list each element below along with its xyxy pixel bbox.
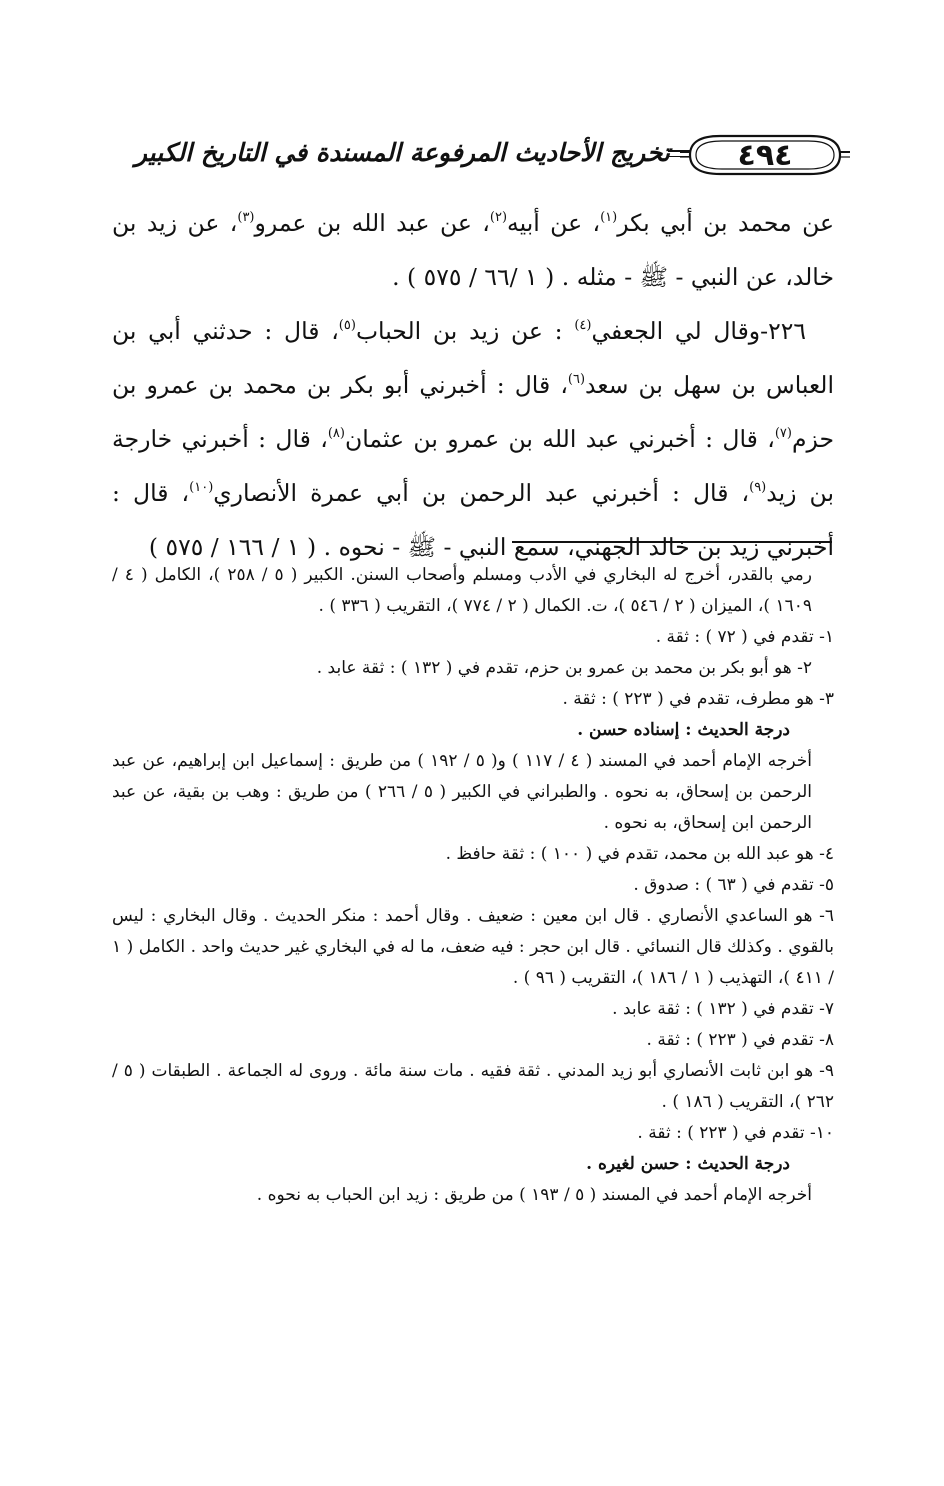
- footnote-ref-9: (٩): [749, 480, 767, 495]
- hadith-grade-1: درجة الحديث : إسناده حسن .: [577, 720, 790, 740]
- footnote-8: ٨- تقدم في ( ٢٢٣ ) : ثقة .: [646, 1030, 834, 1050]
- hadith-grade-2: درجة الحديث : حسن لغيره .: [586, 1154, 790, 1174]
- takhrij-2: أخرجه الإمام أحمد في المسند ( ٥ / ١٩٣ ) من طريق : زيد ابن الحباب به نحوه .: [256, 1185, 812, 1205]
- footnote-6: ٦- هو الساعدي الأنصاري . قال ابن معين : ضعيف . وقال أحمد : منكر الحديث . وقال البخاري : ليس بالقوي . وكذلك قال النسائي . قال ابن حجر : فيه ضعف، ما له في البخاري غير حديث واحد . الكامل ( ١ / ٤١١ )، التهذيب ( ١ / ١٨٦ )، التقريب ( ٩٦ ) .: [112, 906, 834, 988]
- text-span: ، قال : أخبرني زيد بن خالد الجهني، سمع النبي - ﷺ - نحوه . ( ١ / ١٦٦ / ٥٧٥ ): [112, 479, 834, 561]
- footnote-2: ٢- هو أبو بكر بن محمد بن عمرو بن حزم، تقدم في ( ١٣٢ ) : ثقة عابد .: [316, 658, 812, 678]
- footnote-3: ٣- هو مطرف، تقدم في ( ٢٢٣ ) : ثقة .: [562, 689, 834, 709]
- text-span: ، قال : أخبرني أبو بكر بن محمد بن عمرو بن حزم: [112, 371, 834, 453]
- footnote-5: ٥- تقدم في ( ٦٣ ) : صدوق .: [633, 875, 834, 895]
- footnote-10: ١٠- تقدم في ( ٢٢٣ ) : ثقة .: [637, 1123, 834, 1143]
- text-span: ، قال : أخبرني خارجة بن زيد: [112, 425, 834, 507]
- footnote-ref-1: (١): [600, 210, 618, 225]
- running-title: تخريج الأحاديث المرفوعة المسندة في التاريخ الكبير: [134, 138, 670, 167]
- text-span: : عن زيد بن الحباب: [355, 317, 575, 345]
- text-span: ، عن عبد الله بن عمرو: [254, 209, 490, 237]
- text-span: ، قال : حدثني أبي بن العباس بن سهل بن سعد: [112, 317, 834, 399]
- title-rule-thin: [668, 156, 690, 157]
- footnote-ref-2: (٢): [489, 210, 508, 225]
- footnote-9: ٩- هو ابن ثابت الأنصاري أبو زيد المدني . ثقة فقيه . مات سنة مائة . وروى له الجماعة . الطبقات ( ٥ / ٢٦٢ )، التقريب ( ١٨٦ ) .: [112, 1061, 834, 1112]
- footnote-ref-6: (٦): [567, 372, 586, 387]
- footnote-continuation: رمي بالقدر، أخرج له البخاري في الأدب ومسلم وأصحاب السنن. الكبير ( ٥ / ٢٥٨ )، الكامل ( ٤ / ١٦٠٩ )، الميزان ( ٢ / ٥٤٦ )، ت. الكمال ( ٢ / ٧٧٤ )، التقريب ( ٣٣٦ ) .: [112, 565, 812, 616]
- takhrij-1: أخرجه الإمام أحمد في المسند ( ٤ / ١١٧ ) و( ٥ / ١٩٢ ) من طريق : إسماعيل ابن إبراهيم، عن عبد الرحمن بن إسحاق، به نحوه . والطبراني في الكبير ( ٥ / ٢٦٦ ) من طريق : وهب بن بقية، عن عبد الرحمن ابن إسحاق، به نحوه .: [112, 751, 812, 833]
- page-header: [100, 118, 850, 190]
- paragraph-226: [112, 304, 834, 574]
- hadith-number-text: ٢٢٦-وقال لي الجعفي: [591, 317, 806, 345]
- footnote-ref-4: (٤): [574, 318, 592, 333]
- title-rule: [668, 150, 690, 152]
- footnote-4: ٤- هو عبد الله بن محمد، تقدم في ( ١٠٠ ) : ثقة حافظ .: [445, 844, 834, 864]
- footnote-ref-3: (٣): [237, 210, 255, 225]
- footnote-7: ٧- تقدم في ( ١٣٢ ) : ثقة عابد .: [612, 999, 834, 1019]
- footnote-divider: [512, 541, 832, 543]
- text-span: ، عن أبيه: [507, 209, 601, 237]
- page-number-frame: [680, 132, 850, 178]
- footnote-ref-10: (١٠): [189, 480, 214, 495]
- page-number: ٤٩٤: [737, 137, 793, 173]
- text-span: عن محمد بن أبي بكر: [617, 209, 834, 237]
- footnote-ref-8: (٨): [327, 426, 345, 441]
- text-span: ، قال : أخبرني عبد الرحمن بن أبي عمرة الأنصاري: [213, 479, 750, 507]
- footnote-ref-5: (٥): [338, 318, 356, 333]
- footnotes: [112, 560, 834, 1211]
- footnote-ref-7: (٧): [774, 426, 792, 441]
- text-span: ، عن زيد بن خالد، عن النبي - ﷺ - مثله . ( ١ /٦٦ / ٥٧٥ ) .: [112, 209, 834, 291]
- footnote-1: ١- تقدم في ( ٧٢ ) : ثقة .: [655, 627, 834, 647]
- text-span: ، قال : أخبرني عبد الله بن عمرو بن عثمان: [344, 425, 775, 453]
- main-text: [112, 196, 834, 574]
- paragraph-1: [112, 196, 834, 304]
